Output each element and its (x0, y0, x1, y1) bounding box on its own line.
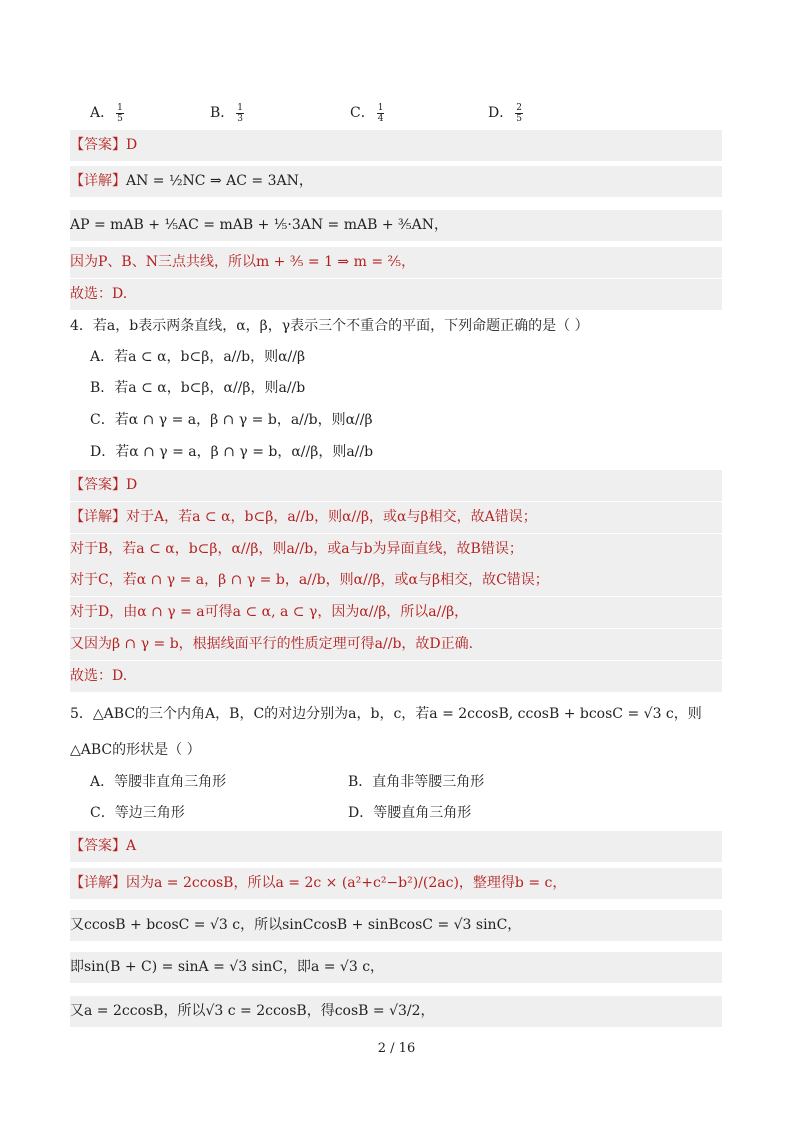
q5-detail-line3: 即sin(B + C) = sinA = √3 sinC，即a = √3 c， (70, 952, 722, 983)
q5-options-row1 (70, 767, 722, 798)
q4-detail-line2: 对于B，若a ⊂ α，b⊂β，α//β，则a//b，或a与b为异面直线，故B错误； (70, 534, 722, 565)
q4-option-c: C．若α ∩ γ = a，β ∩ γ = b，a//b，则α//β (90, 412, 373, 428)
q3-option-b: B． $\frac{1}{3}$ (210, 102, 244, 124)
q3-options (70, 98, 722, 129)
q4-detail-line1: 【详解】对于A，若a ⊂ α，b⊂β，a//b，则α//β，或α与β相交，故A错误； (70, 502, 722, 533)
q3-detail-text1: AN = ½NC ⇒ AC = 3AN， (126, 173, 313, 189)
q3-detail-line1: 【详解】AN = ½NC ⇒ AC = 3AN， (70, 166, 722, 197)
q5-option-b: B．直角非等腰三角形 (348, 774, 485, 790)
q3-detail-line3: 因为P、B、N三点共线，所以m + ⅗ = 1 ⇒ m = ⅖， (70, 247, 722, 278)
q3-answer: 【答案】D (70, 130, 722, 161)
page-number: 2 / 16 (377, 1041, 416, 1056)
q5-options-row2 (70, 798, 722, 829)
q4-option-d: D．若α ∩ γ = a，β ∩ γ = b，α//β，则a//b (90, 444, 374, 460)
q5-option-a: A．等腰非直角三角形 (90, 774, 227, 790)
q4-detail-line3: 对于C，若α ∩ γ = a，β ∩ γ = b，a//b，则α//β，或α与β相交，故C错误； (70, 565, 722, 596)
q5-answer: 【答案】A (70, 831, 722, 862)
q4-detail-line6: 故选：D. (70, 661, 722, 692)
q4-detail-line5: 又因为β ∩ γ = b，根据线面平行的性质定理可得a//b，故D正确. (70, 629, 722, 660)
q4-option-a: A．若a ⊂ α，b⊂β，a//b，则α//β (90, 349, 306, 365)
q5-detail-line4: 又a = 2ccosB，所以√3 c = 2ccosB，得cosB = √3/2， (70, 996, 722, 1027)
q5-stem-line2: △ABC的形状是（ ） (70, 742, 201, 758)
q3-detail-line2: AP = mAB + ⅕AC = mAB + ⅕·3AN = mAB + ⅗AN， (70, 210, 722, 241)
q4-answer: 【答案】D (70, 470, 722, 501)
q3-option-d: D． $\frac{2}{5}$ (488, 102, 522, 124)
q5-stem-line1: 5．△ABC的三个内角A，B，C的对边分别为a，b，c，若a = 2ccosB, ccosB + bcosC = √3 c，则 (70, 706, 702, 722)
q4-stem: 4．若a，b表示两条直线，α，β，γ表示三个不重合的平面，下列命题正确的是（ ） (70, 318, 589, 334)
q3-detail-line4: 故选：D. (70, 279, 722, 310)
q4-detail-line4: 对于D，由α ∩ γ = a可得a ⊂ α, a ⊂ γ，因为α//β，所以a//β， (70, 597, 722, 628)
q3-option-c: C． $\frac{1}{4}$ (350, 102, 384, 124)
q5-detail-line1: 【详解】因为a = 2ccosB，所以a = 2c × (a²+c²−b²)/(2ac)，整理得b = c， (70, 868, 722, 899)
q4-option-b: B．若a ⊂ α，b⊂β，α//β，则a//b (90, 380, 306, 396)
q3-option-a: A． $\frac{1}{5}$ (90, 102, 123, 124)
q5-detail-line2: 又ccosB + bcosC = √3 c，所以sinCcosB + sinBcosC = √3 sinC， (70, 910, 722, 941)
q5-option-d: D．等腰直角三角形 (348, 805, 472, 821)
q5-option-c: C．等边三角形 (90, 805, 185, 821)
